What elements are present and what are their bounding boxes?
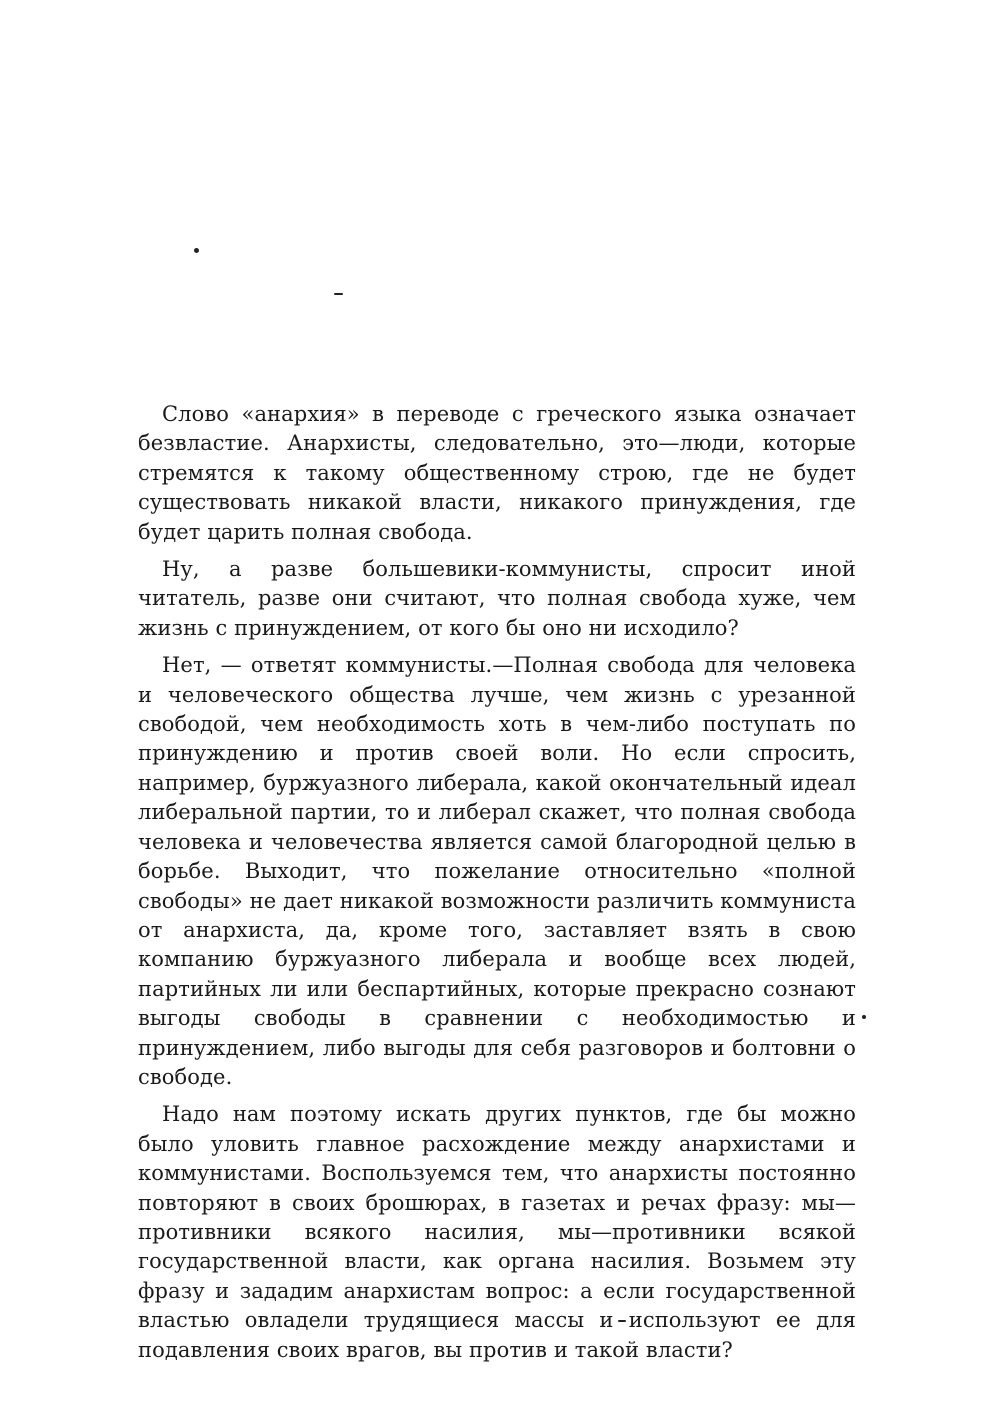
paragraph-4: Надо нам поэтому искать других пунктов, где бы можно было уловить главное расхождение между анархистами и коммунистами. Воспользуемся тем, что анархисты постоянно повторяют в своих брошюрах, в газетах и речах фразу: мы—противники всякого насилия, мы—противники всякой государственной власти, как органа насилия. Возьмем эту фразу и зададим анархистам вопрос: а если государственной властью овладели трудящиеся массы и используют ее для подавления своих врагов, вы против и такой власти? xyxy=(138,1102,856,1362)
body-text xyxy=(138,400,856,1373)
print-speck xyxy=(194,248,199,253)
print-speck xyxy=(334,293,343,295)
paragraph-1: Слово «анархия» в переводе с греческого языка означает безвластие. Анархисты, следовательно, это—люди, которые стремятся к такому общественному строю, где не будет существовать никакой власти, никакого принуждения, где будет царить полная свобода. xyxy=(138,402,856,544)
paragraph-2: Ну, а разве большевики-коммунисты, спросит иной читатель, разве они считают, что полная свобода хуже, чем жизнь с принуждением, от кого бы оно ни исходило? xyxy=(138,557,856,640)
print-speck xyxy=(862,1015,866,1019)
paragraph-3: Нет, — ответят коммунисты.—Полная свобода для человека и человеческого общества лучше, чем жизнь с урезанной свободой, чем необходимость хоть в чем-либо поступать по принуждению и против своей воли. Но если спросить, например, буржуазного либерала, какой окончательный идеал либеральной партии, то и либерал скажет, что полная свобода человека и человечества является самой благородной целью в борьбе. Выходит, что пожелание относительно «полной свободы» не дает никакой возможности различить коммуниста от анархиста, да, кроме того, заставляет взять в свою компанию буржуазного либерала и вообще всех людей, партийных ли или беспартийных, которые прекрасно сознают выгоды свободы в сравнении с необходимостью и принуждением, либо выгоды для себя разговоров и болтовни о свободе. xyxy=(138,653,856,1089)
